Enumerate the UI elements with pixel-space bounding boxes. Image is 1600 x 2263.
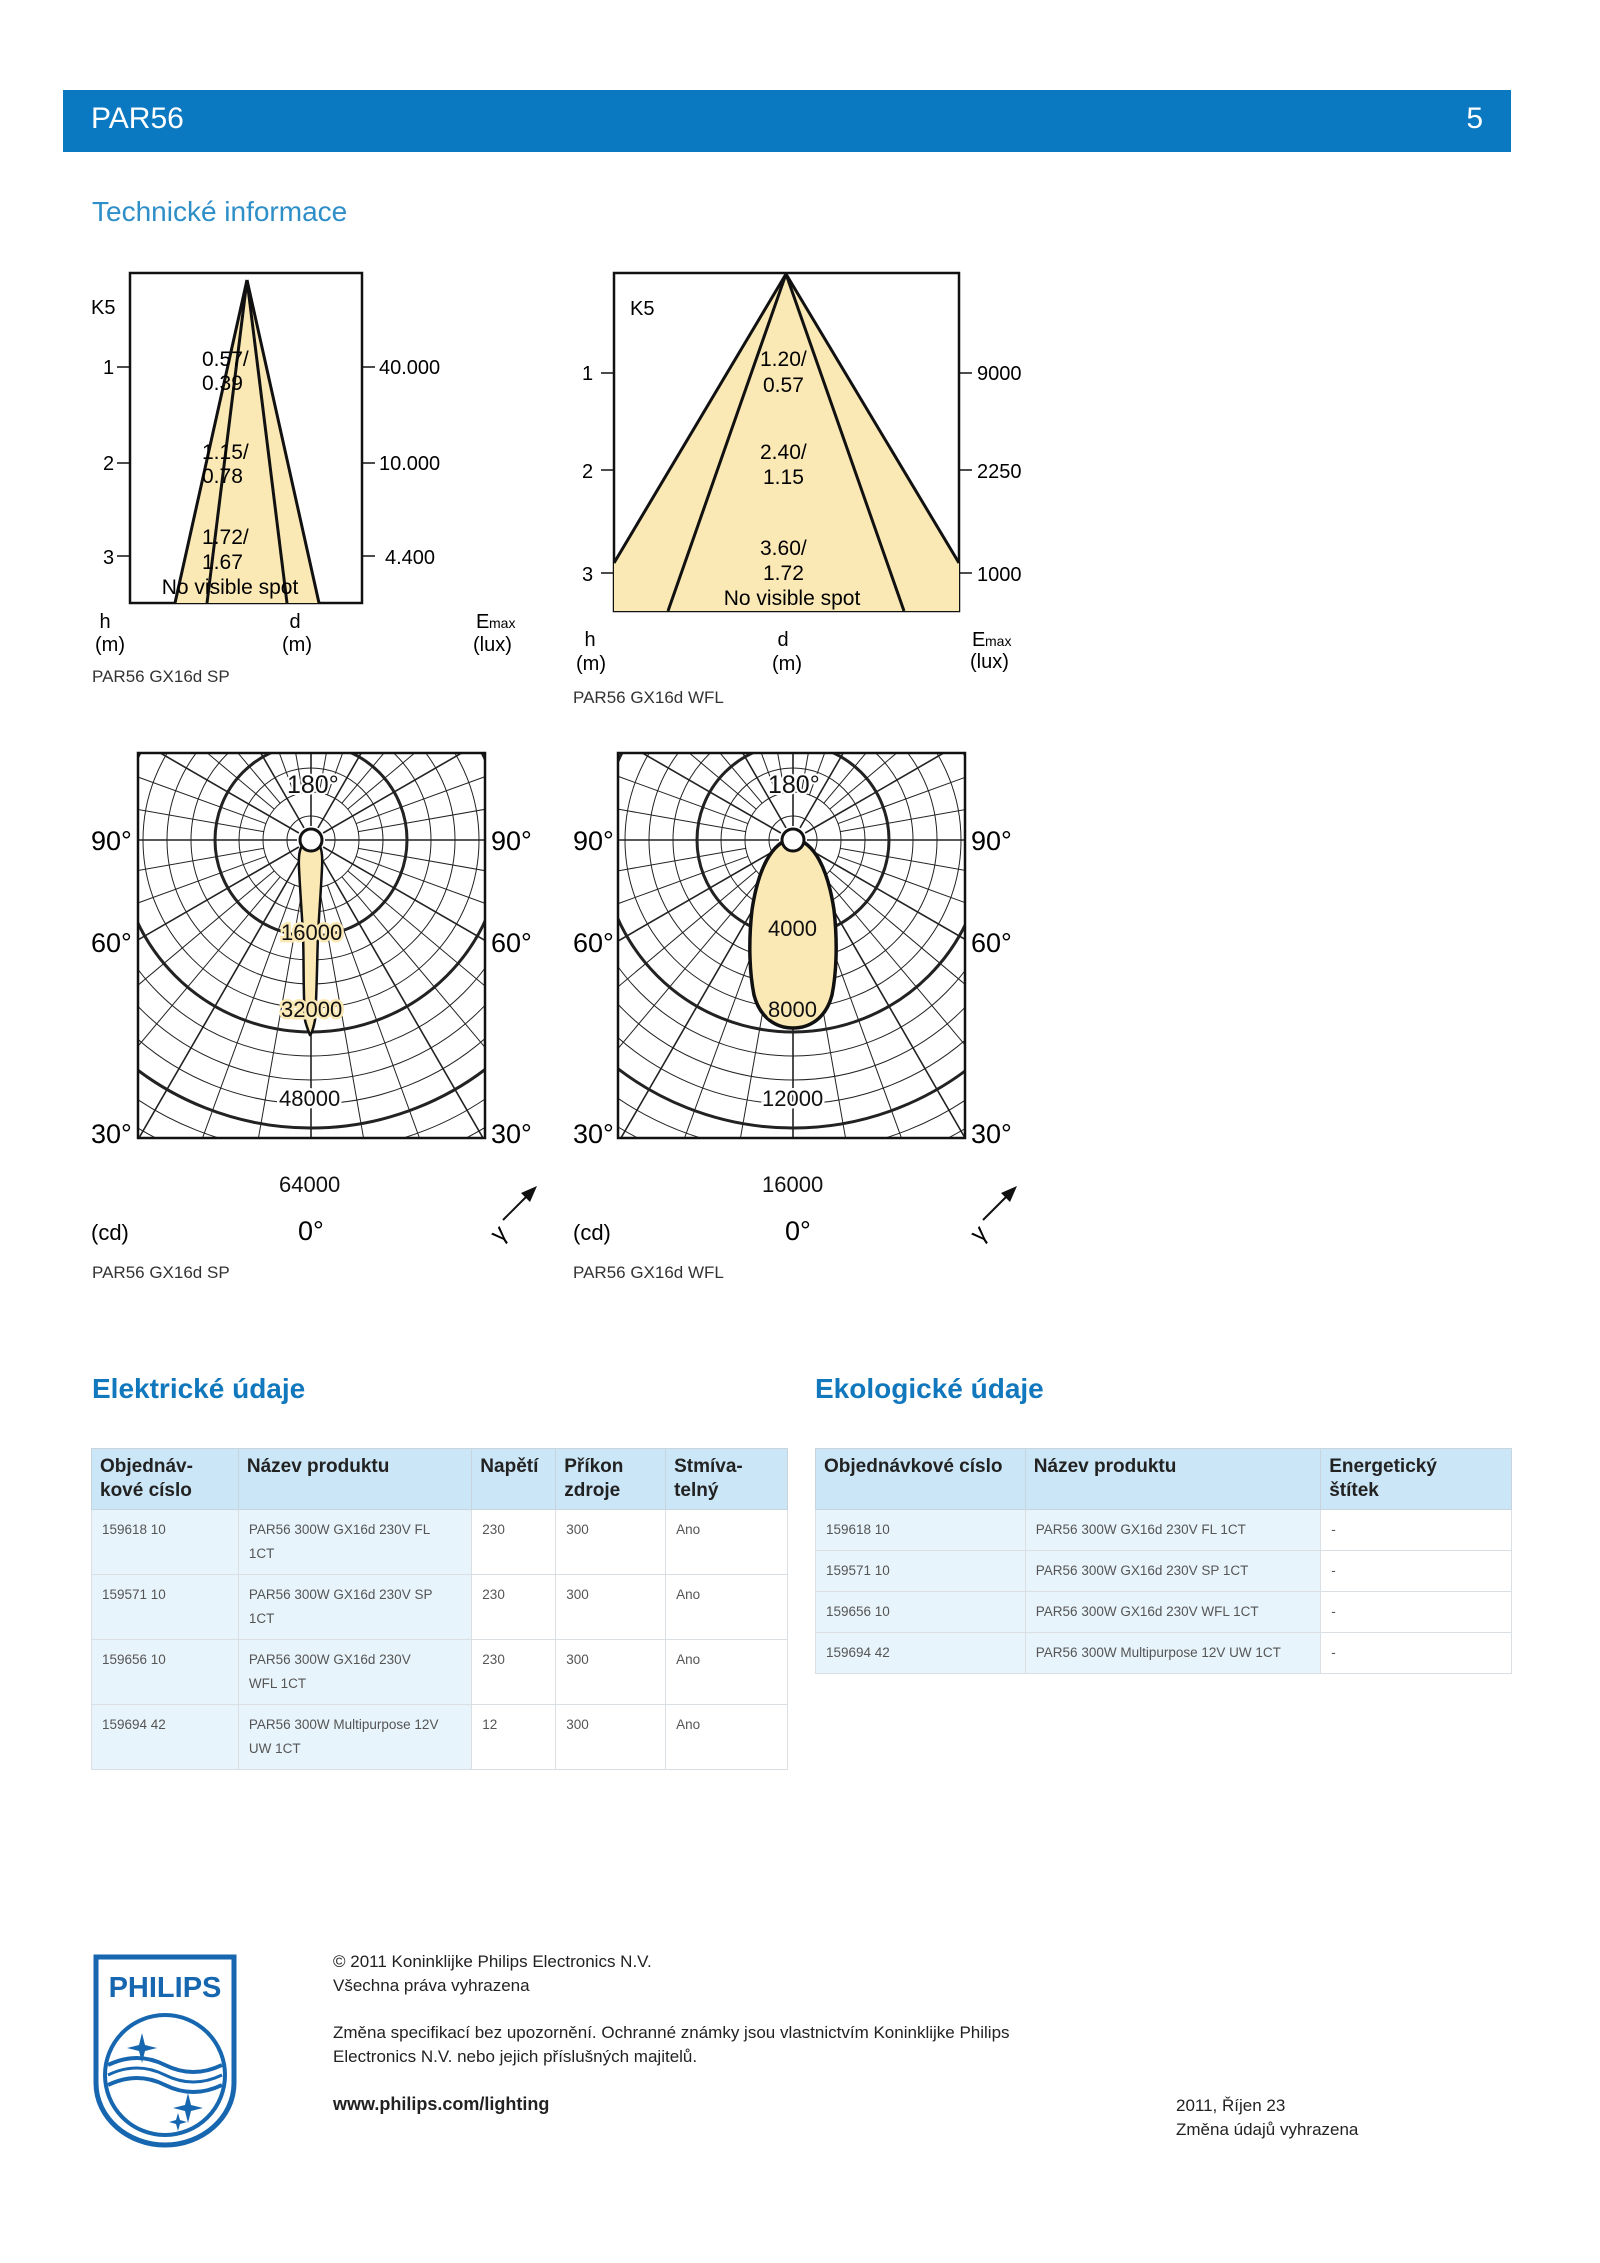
electrical-table: [91, 1448, 788, 1770]
d-value: 1.72: [763, 562, 804, 585]
table-row: [92, 1705, 788, 1770]
table-cell: Ano: [666, 1575, 788, 1640]
column-header: Stmíva- telný: [666, 1449, 788, 1510]
copyright: © 2011 Koninklijke Philips Electronics N.V.: [333, 1952, 652, 1971]
table-cell: 159656 10: [816, 1592, 1026, 1633]
e-axis-sub: max: [489, 615, 516, 631]
h-tick: 1: [103, 357, 115, 379]
h-axis-unit: (m): [576, 653, 606, 675]
section-title: Technické informace: [92, 196, 348, 227]
column-header: Název produktu: [238, 1449, 471, 1510]
e-axis-label: E: [476, 611, 490, 633]
notice-line: Změna specifikací bez upozornění. Ochranné známky jsou vlastnictvím Koninklijke Philips: [333, 2023, 1010, 2042]
notice-line: Electronics N.V. nebo jejich příslušných majitelů.: [333, 2047, 698, 2066]
table-cell: PAR56 300W Multipurpose 12V UW 1CT: [238, 1705, 471, 1770]
h-axis-unit: (m): [95, 634, 125, 656]
gamma-label: γ: [485, 1219, 513, 1248]
website-link[interactable]: www.philips.com/lighting: [333, 2094, 550, 2114]
table-cell: 230: [472, 1575, 556, 1640]
table-cell: Ano: [666, 1510, 788, 1575]
cone-diagram-sp: [85, 270, 565, 660]
table-row: [816, 1592, 1512, 1633]
d-value: 0.39: [202, 372, 243, 395]
e-value: 40.000: [379, 357, 441, 379]
column-header: Příkon zdroje: [556, 1449, 666, 1510]
electrical-title: Elektrické údaje: [92, 1373, 306, 1404]
table-row: [816, 1510, 1512, 1551]
ecological-table: [815, 1448, 1512, 1674]
table-row: [92, 1510, 788, 1575]
no-spot-label: No visible spot: [723, 587, 861, 610]
table-row: [816, 1633, 1512, 1674]
table-header-row: [92, 1449, 788, 1510]
gamma-label: γ: [965, 1219, 993, 1248]
header-bar: [63, 90, 1511, 152]
ring-label: 48000: [279, 1086, 341, 1111]
table-cell: -: [1321, 1633, 1512, 1674]
caption-polar-sp: PAR56 GX16d SP: [92, 1263, 230, 1282]
column-header: Objednávkové císlo: [816, 1449, 1026, 1510]
d-axis-label: d: [289, 611, 301, 633]
table-cell: PAR56 300W GX16d 230V SP 1CT: [238, 1575, 471, 1640]
d-value: 0.57/: [202, 348, 249, 371]
table-cell: 300: [556, 1640, 666, 1705]
h-tick: 1: [582, 363, 594, 385]
table-cell: PAR56 300W GX16d 230V SP 1CT: [1025, 1551, 1320, 1592]
table-cell: 159618 10: [92, 1510, 239, 1575]
d-axis-unit: (m): [772, 653, 802, 675]
no-spot-label: No visible spot: [161, 576, 299, 599]
caption-polar-wfl: PAR56 GX16d WFL: [573, 1263, 724, 1282]
table-cell: 300: [556, 1575, 666, 1640]
polar-left-60: 60°: [573, 928, 614, 958]
polar-top-label: 180°: [768, 771, 820, 799]
date: 2011, Říjen 23: [1176, 2096, 1286, 2115]
h-tick: 2: [103, 453, 115, 475]
d-value: 1.15: [763, 466, 804, 489]
document-title: PAR56: [91, 102, 184, 135]
table-header-row: [816, 1449, 1512, 1510]
e-value: 4.400: [385, 547, 436, 569]
table-cell: 159618 10: [816, 1510, 1026, 1551]
polar-right-90: 90°: [491, 826, 532, 856]
ring-label: 12000: [762, 1086, 824, 1111]
table-cell: 159694 42: [92, 1705, 239, 1770]
column-header: Název produktu: [1025, 1449, 1320, 1510]
polar-unit: (cd): [91, 1220, 129, 1245]
polar-left-30: 30°: [573, 1119, 614, 1149]
e-value: 9000: [977, 363, 1022, 385]
table-cell: -: [1321, 1510, 1512, 1551]
table-cell: 159656 10: [92, 1640, 239, 1705]
table-cell: Ano: [666, 1705, 788, 1770]
table-row: [92, 1575, 788, 1640]
table-row: [92, 1640, 788, 1705]
table-cell: 159571 10: [92, 1575, 239, 1640]
d-value: 3.60/: [760, 537, 807, 560]
polar-right-30: 30°: [971, 1119, 1012, 1149]
h-axis-label: h: [584, 629, 596, 651]
polar-bottom-label: 0°: [298, 1216, 324, 1246]
philips-logo: [92, 1953, 238, 2149]
k-label: K5: [630, 298, 655, 320]
h-axis-label: h: [99, 611, 111, 633]
k-label: K5: [91, 297, 116, 319]
ring-label: 8000: [768, 997, 817, 1022]
e-value: 2250: [977, 461, 1022, 483]
polar-right-90: 90°: [971, 826, 1012, 856]
h-tick: 3: [103, 547, 115, 569]
cone-diagram-wfl: [570, 270, 1050, 680]
d-axis-unit: (m): [282, 634, 312, 656]
polar-left-90: 90°: [573, 826, 614, 856]
d-value: 1.67: [202, 551, 243, 574]
caption-cone-wfl: PAR56 GX16d WFL: [573, 688, 724, 707]
table-cell: PAR56 300W GX16d 230V FL 1CT: [238, 1510, 471, 1575]
table-cell: PAR56 300W GX16d 230V FL 1CT: [1025, 1510, 1320, 1551]
polar-unit: (cd): [573, 1220, 611, 1245]
h-tick: 3: [582, 564, 594, 586]
column-header: Objednáv- kové císlo: [92, 1449, 239, 1510]
polar-right-60: 60°: [971, 928, 1012, 958]
polar-bottom-label: 0°: [785, 1216, 811, 1246]
polar-right-60: 60°: [491, 928, 532, 958]
polar-left-60: 60°: [91, 928, 132, 958]
page-number: 5: [1466, 102, 1483, 135]
column-header: Energetický štítek: [1321, 1449, 1512, 1510]
table-cell: 230: [472, 1640, 556, 1705]
polar-diagram-sp: [85, 750, 565, 1260]
d-value: 1.20/: [760, 348, 807, 371]
d-value: 1.15/: [202, 441, 249, 464]
d-value: 1.72/: [202, 526, 249, 549]
table-row: [816, 1551, 1512, 1592]
column-header: Napětí: [472, 1449, 556, 1510]
ring-label: 16000: [762, 1172, 824, 1197]
table-cell: 300: [556, 1705, 666, 1770]
ring-label: 4000: [768, 916, 817, 941]
d-axis-label: d: [777, 629, 789, 651]
logo-wordmark: PHILIPS: [108, 1972, 222, 2004]
rights-reserved: Všechna práva vyhrazena: [333, 1976, 530, 1995]
table-cell: Ano: [666, 1640, 788, 1705]
e-value: 1000: [977, 564, 1022, 586]
table-cell: 159571 10: [816, 1551, 1026, 1592]
ring-label: 32000: [281, 997, 343, 1022]
ring-label: 64000: [279, 1172, 341, 1197]
table-cell: PAR56 300W GX16d 230V WFL 1CT: [1025, 1592, 1320, 1633]
e-axis-sub: max: [985, 633, 1012, 649]
table-cell: PAR56 300W GX16d 230V WFL 1CT: [238, 1640, 471, 1705]
table-cell: 159694 42: [816, 1633, 1026, 1674]
ecological-title: Ekologické údaje: [815, 1373, 1044, 1404]
h-tick: 2: [582, 461, 594, 483]
polar-top-label: 180°: [287, 771, 339, 799]
table-cell: -: [1321, 1551, 1512, 1592]
ring-label: 16000: [281, 920, 343, 945]
table-cell: PAR56 300W Multipurpose 12V UW 1CT: [1025, 1633, 1320, 1674]
d-value: 0.78: [202, 465, 243, 488]
d-value: 0.57: [763, 374, 804, 397]
polar-left-30: 30°: [91, 1119, 132, 1149]
table-cell: 230: [472, 1510, 556, 1575]
polar-right-30: 30°: [491, 1119, 532, 1149]
d-value: 2.40/: [760, 441, 807, 464]
table-cell: 300: [556, 1510, 666, 1575]
polar-diagram-wfl: [570, 750, 1050, 1260]
e-axis-label: E: [972, 629, 986, 651]
table-cell: 12: [472, 1705, 556, 1770]
e-axis-unit: (lux): [473, 634, 512, 656]
table-cell: -: [1321, 1592, 1512, 1633]
caption-cone-sp: PAR56 GX16d SP: [92, 667, 230, 686]
polar-left-90: 90°: [91, 826, 132, 856]
e-value: 10.000: [379, 453, 441, 475]
e-axis-unit: (lux): [970, 651, 1009, 673]
change-note: Změna údajů vyhrazena: [1176, 2120, 1359, 2139]
